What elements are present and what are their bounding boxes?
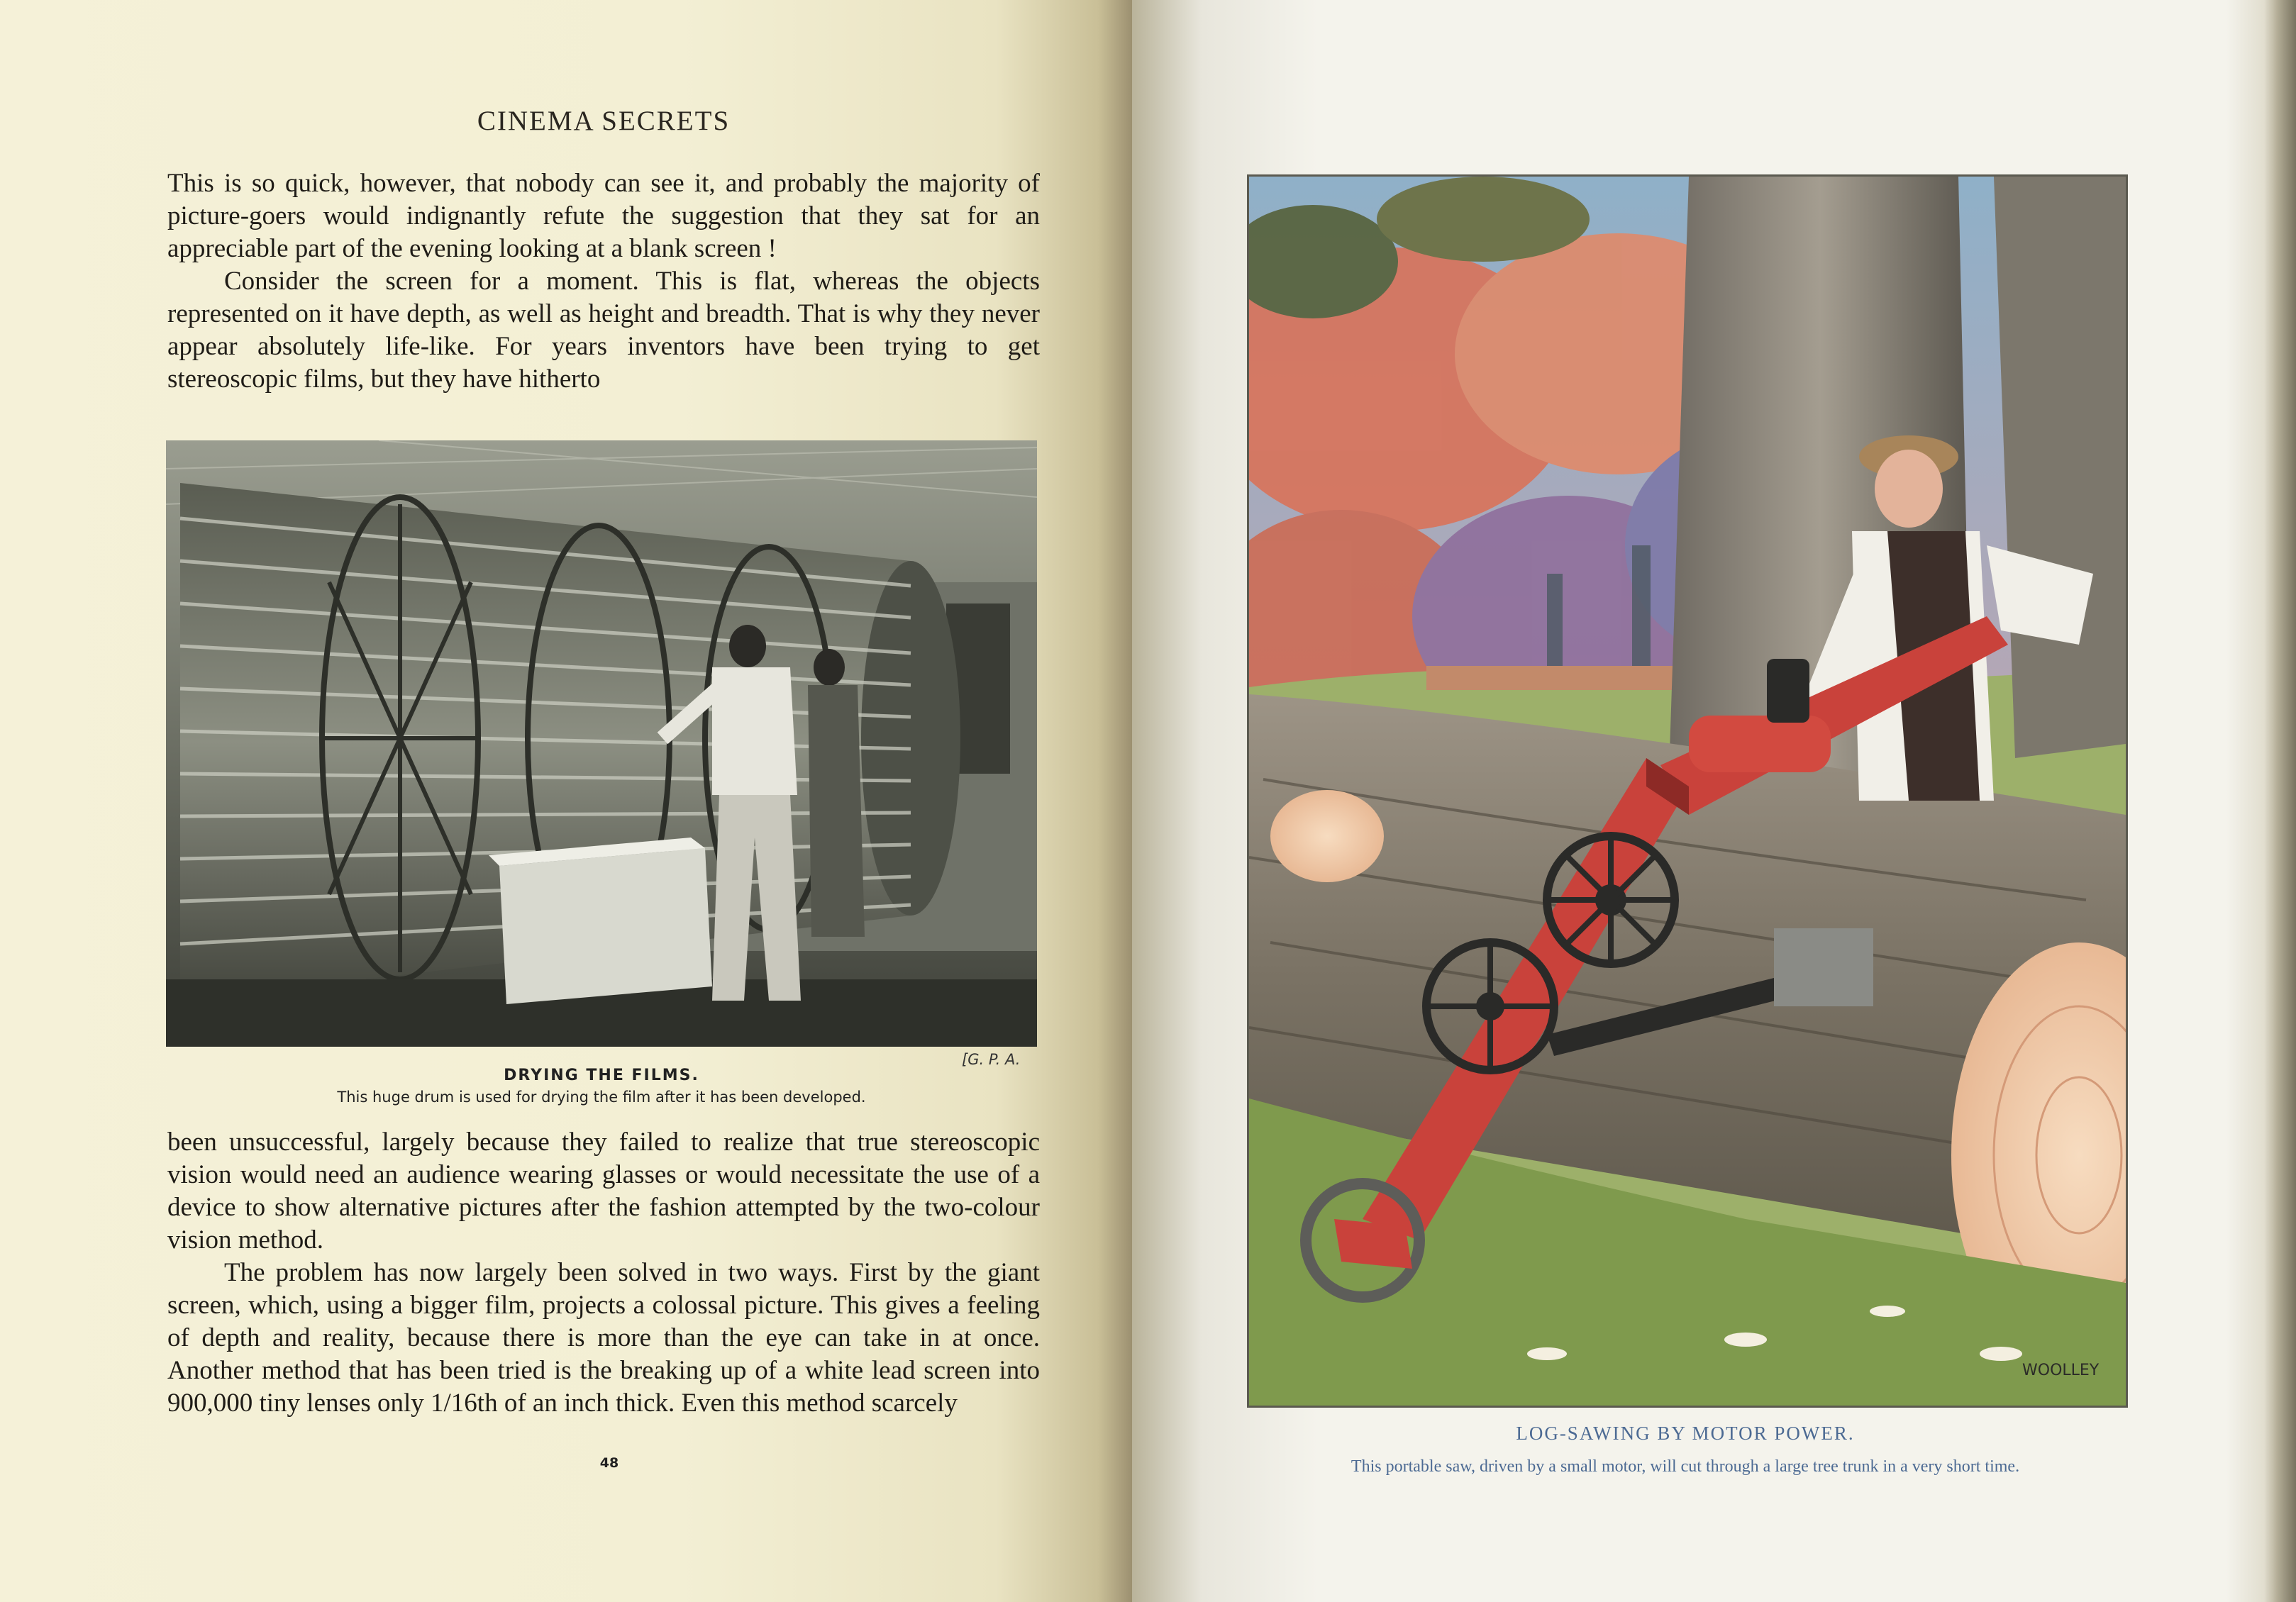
body-text-top [167, 167, 1040, 396]
left-page [0, 0, 1132, 1602]
running-head: CINEMA SECRETS [477, 106, 731, 136]
paragraph: The problem has now largely been solved in two ways. First by the giant screen, which, using a bigger film, projects a colossal picture. This gives a feeling of depth and reality, because there is more than the eye can take in at once. Another method that has been tried is the breaking up of a white lead screen into 900,000 tiny lenses only 1/16th of an inch thick. Even this method scarcely [167, 1258, 1040, 1418]
body-text-bottom [167, 1126, 1040, 1420]
page-edge-shadow [2264, 0, 2296, 1602]
log-sawing-plate [1247, 174, 2128, 1408]
paragraph: been unsuccessful, largely because they failed to realize that true stereoscopic vision would need an audience wearing glasses or would necessitate the use of a device to show alternative pictures after the fashion attempted by the two-colour vision method. [167, 1128, 1040, 1255]
page-number: 48 [599, 1455, 619, 1471]
log-sawing-illustration [1249, 177, 2126, 1406]
drying-drum-illustration [166, 440, 1037, 1047]
photo-credit: [G. P. A. [962, 1051, 1021, 1068]
paragraph: This is so quick, however, that nobody can see it, and probably the majority of picture-goers would indignantly refute the suggestion that they sat for an appreciable part of the evening looking at a blank screen ! [167, 169, 1040, 263]
paragraph: Consider the screen for a moment. This is flat, whereas the objects represented on it have depth, as well as height and breadth. That is why they never appear absolutely life-like. For years inventors have been trying to get stereoscopic films, but they have hitherto [167, 267, 1040, 394]
plate-caption: This portable saw, driven by a small motor, will cut through a large tree trunk in a very short time. [1351, 1457, 2020, 1476]
figure-title: DRYING THE FILMS. [504, 1067, 699, 1084]
drying-films-photo [166, 440, 1037, 1047]
plate-title: LOG-SAWING BY MOTOR POWER. [1516, 1423, 1855, 1444]
figure-caption: This huge drum is used for drying the film after it has been developed. [337, 1089, 866, 1106]
artist-signature: WOOLLEY [2022, 1362, 2100, 1379]
